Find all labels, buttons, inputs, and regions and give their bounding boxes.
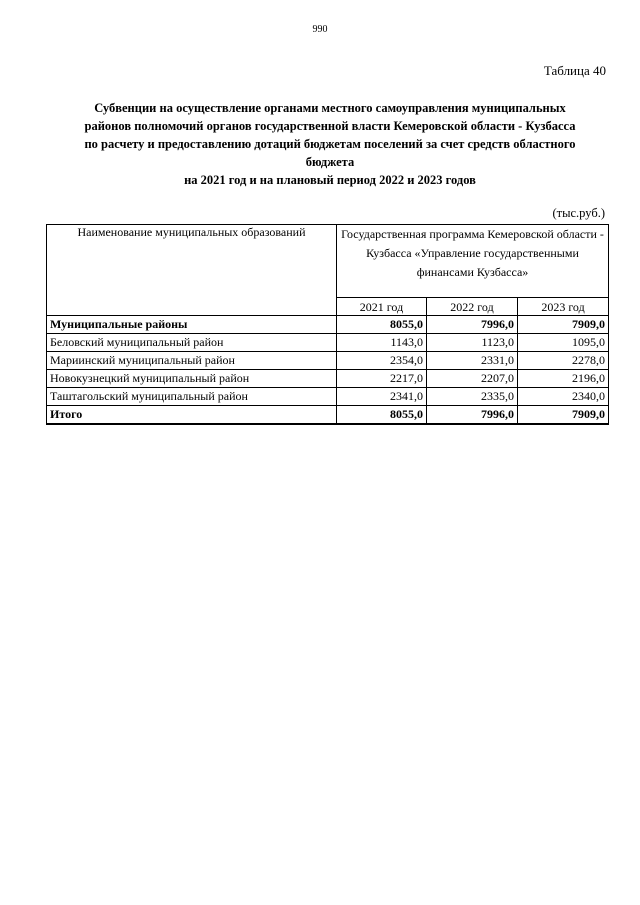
value-2023: 2196,0 xyxy=(518,370,609,388)
value-2022: 7996,0 xyxy=(427,406,518,425)
value-2023: 7909,0 xyxy=(518,316,609,334)
units-label: (тыс.руб.) xyxy=(552,206,605,220)
value-2022: 2331,0 xyxy=(427,352,518,370)
value-2021: 2217,0 xyxy=(337,370,427,388)
value-2021: 2341,0 xyxy=(337,388,427,406)
row-name: Мариинский муниципальный район xyxy=(47,352,337,370)
value-2021: 8055,0 xyxy=(337,316,427,334)
title-line: по расчету и предоставлению дотаций бюджетам поселений за счет средств областного xyxy=(84,137,576,151)
value-2022: 1123,0 xyxy=(427,334,518,352)
row-name: Итого xyxy=(47,406,337,425)
row-name: Беловский муниципальный район xyxy=(47,334,337,352)
row-name: Новокузнецкий муниципальный район xyxy=(47,370,337,388)
title-line: районов полномочий органов государственной власти Кемеровской области - Кузбасса xyxy=(84,119,576,133)
title-line: бюджета xyxy=(305,155,355,169)
document-title xyxy=(40,99,620,189)
value-2023: 2278,0 xyxy=(518,352,609,370)
table-label: Таблица 40 xyxy=(543,63,606,78)
value-2021: 2354,0 xyxy=(337,352,427,370)
value-2023: 2340,0 xyxy=(518,388,609,406)
column-header-name: Наименование муниципальных образований xyxy=(47,225,337,316)
column-header-year: 2023 год xyxy=(518,298,609,316)
value-2023: 7909,0 xyxy=(518,406,609,425)
table-row xyxy=(47,388,609,406)
value-2022: 2207,0 xyxy=(427,370,518,388)
page-number: 990 xyxy=(312,24,328,35)
value-2021: 1143,0 xyxy=(337,334,427,352)
total-row xyxy=(47,406,609,425)
table-row xyxy=(47,352,609,370)
title-line: на 2021 год и на плановый период 2022 и 2023 годов xyxy=(184,173,476,187)
value-2022: 7996,0 xyxy=(427,316,518,334)
column-header-year: 2021 год xyxy=(337,298,427,316)
row-name: Таштагольский муниципальный район xyxy=(47,388,337,406)
title-line: Субвенции на осуществление органами местного самоуправления муниципальных xyxy=(94,101,566,115)
column-header-program: Государственная программа Кемеровской области - Кузбасса «Управление государственными финансами Кузбасса» xyxy=(337,225,609,298)
column-header-year: 2022 год xyxy=(427,298,518,316)
header-row xyxy=(47,225,609,298)
value-2023: 1095,0 xyxy=(518,334,609,352)
table-row xyxy=(47,334,609,352)
value-2022: 2335,0 xyxy=(427,388,518,406)
subventions-table xyxy=(46,224,609,425)
table-row xyxy=(47,370,609,388)
table-row xyxy=(47,316,609,334)
value-2021: 8055,0 xyxy=(337,406,427,425)
row-name: Муниципальные районы xyxy=(47,316,337,334)
